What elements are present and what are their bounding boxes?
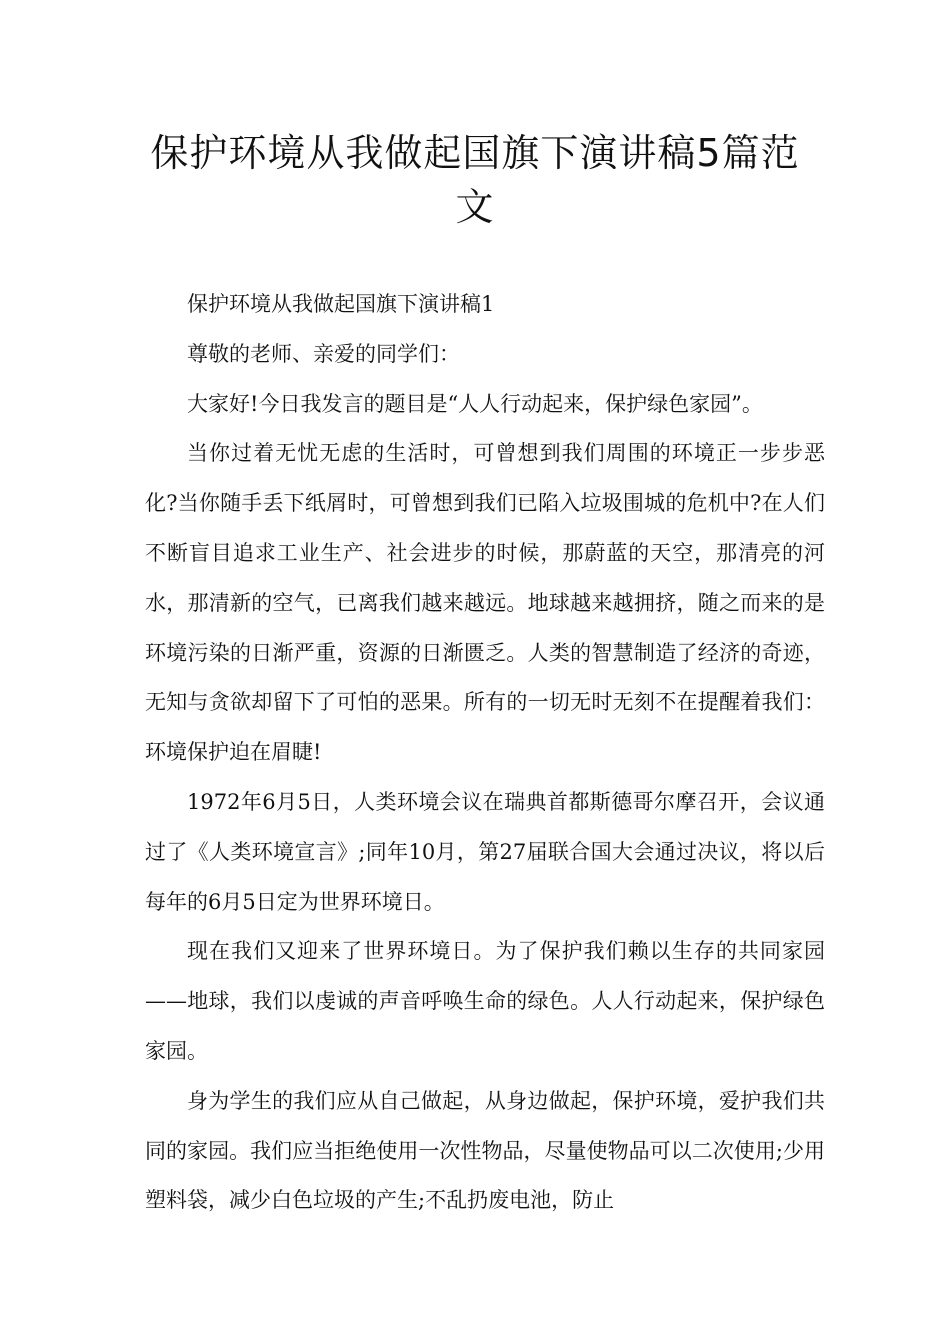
body-paragraph: 1972年6月5日，人类环境会议在瑞典首都斯德哥尔摩召开，会议通过了《人类环境宣言》;同年10月，第27届联合国大会通过决议，将以后每年的6月5日定为世界环境日。 xyxy=(145,789,825,914)
body-paragraph: 现在我们又迎来了世界环境日。为了保护我们赖以生存的共同家园——地球，我们以虔诚的声音呼唤生命的绿色。人人行动起来，保护绿色家园。 xyxy=(145,939,825,1063)
salutation: 尊敬的老师、亲爱的同学们： xyxy=(187,341,460,366)
document-body xyxy=(145,280,825,1226)
section-heading: 保护环境从我做起国旗下演讲稿1 xyxy=(187,292,495,316)
body-paragraph: 身为学生的我们应从自己做起，从身边做起，保护环境，爱护我们共同的家园。我们应当拒绝使用一次性物品，尽量使物品可以二次使用;少用塑料袋，减少白色垃圾的产生;不乱扔废电池，防止 xyxy=(145,1088,825,1213)
body-paragraph: 大家好!今日我发言的题目是“人人行动起来，保护绿色家园”。 xyxy=(187,391,763,416)
body-paragraph: 当你过着无忧无虑的生活时，可曾想到我们周围的环境正一步步恶化?当你随手丢下纸屑时，可曾想到我们已陷入垃圾围城的危机中?在人们不断盲目追求工业生产、社会进步的时候，那蔚蓝的天空，那清亮的河水，那清新的空气，已离我们越来越远。地球越来越拥挤，随之而来的是环境污染的日渐严重，资源的日渐匮乏。人类的智慧制造了经济的奇迹，无知与贪欲却留下了可怕的恶果。所有的一切无时无刻不在提醒着我们：环境保护迫在眉睫! xyxy=(145,441,825,765)
document-title: 保护环境从我做起国旗下演讲稿5篇范文 xyxy=(150,131,800,229)
